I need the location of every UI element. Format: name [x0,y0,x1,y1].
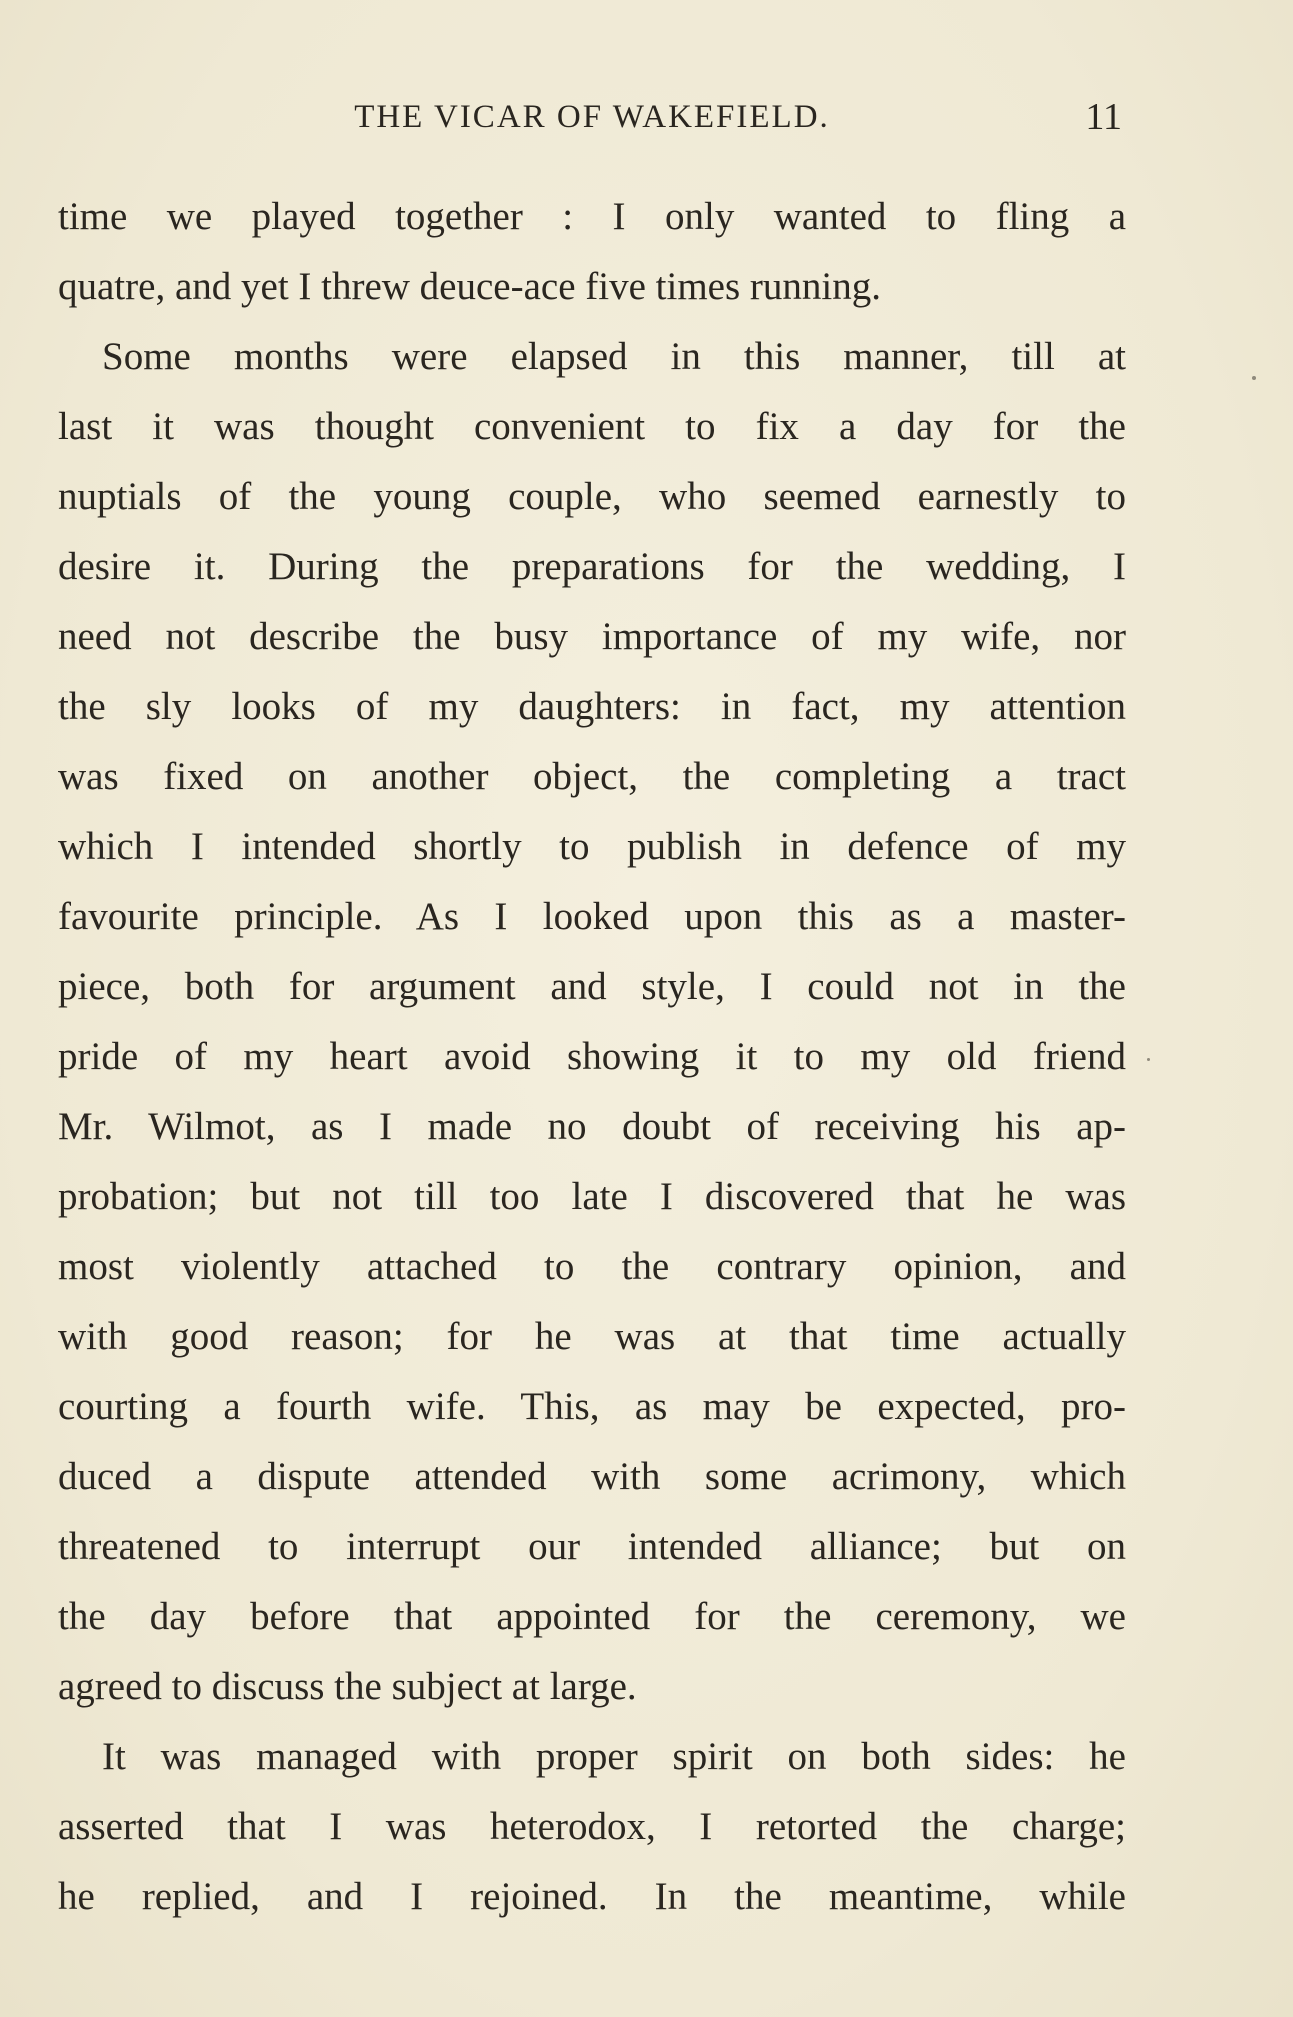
paper-speck [1147,1058,1150,1061]
paragraph-first-line: Some months were elapsed in this manner, till at [102,335,1126,378]
text-line: last it was thought convenient to fix a day for the [58,405,1126,448]
text-line: was fixed on another object, the completing a tract [58,755,1126,798]
text-line: duced a dispute attended with some acrimony, which [58,1455,1126,1498]
text-line: agreed to discuss the subject at large. [58,1665,637,1708]
text-line: courting a fourth wife. This, as may be expected, pro- [58,1385,1126,1428]
text-line: most violently attached to the contrary opinion, and [58,1245,1126,1288]
text-line: piece, both for argument and style, I could not in the [58,965,1126,1008]
paper-speck [1252,376,1256,380]
text-line: desire it. During the preparations for the wedding, I [58,545,1126,588]
text-line: probation; but not till too late I discovered that he was [58,1175,1126,1218]
text-line: threatened to interrupt our intended alliance; but on [58,1525,1126,1568]
text-line: he replied, and I rejoined. In the meantime, while [58,1875,1126,1918]
text-line: the day before that appointed for the ceremony, we [58,1595,1126,1638]
text-line: asserted that I was heterodox, I retorted the charge; [58,1805,1126,1848]
body-text [58,182,1126,1932]
page-header [58,92,1126,142]
paragraph-first-line: It was managed with proper spirit on both sides: he [102,1735,1126,1778]
text-line: which I intended shortly to publish in defence of my [58,825,1126,868]
text-line: time we played together : I only wanted to fling a [58,195,1126,238]
page-number: 11 [1085,96,1122,138]
text-line: pride of my heart avoid showing it to my old friend [58,1035,1126,1078]
text-line: the sly looks of my daughters: in fact, my attention [58,685,1126,728]
text-line: need not describe the busy importance of my wife, nor [58,615,1126,658]
running-title: THE VICAR OF WAKEFIELD. [354,99,830,135]
text-line: Mr. Wilmot, as I made no doubt of receiving his ap- [58,1105,1126,1148]
text-line: with good reason; for he was at that time actually [58,1315,1126,1358]
text-line: quatre, and yet I threw deuce-ace five times running. [58,265,881,308]
text-line: nuptials of the young couple, who seemed earnestly to [58,475,1126,518]
text-line: favourite principle. As I looked upon this as a master- [58,895,1126,938]
